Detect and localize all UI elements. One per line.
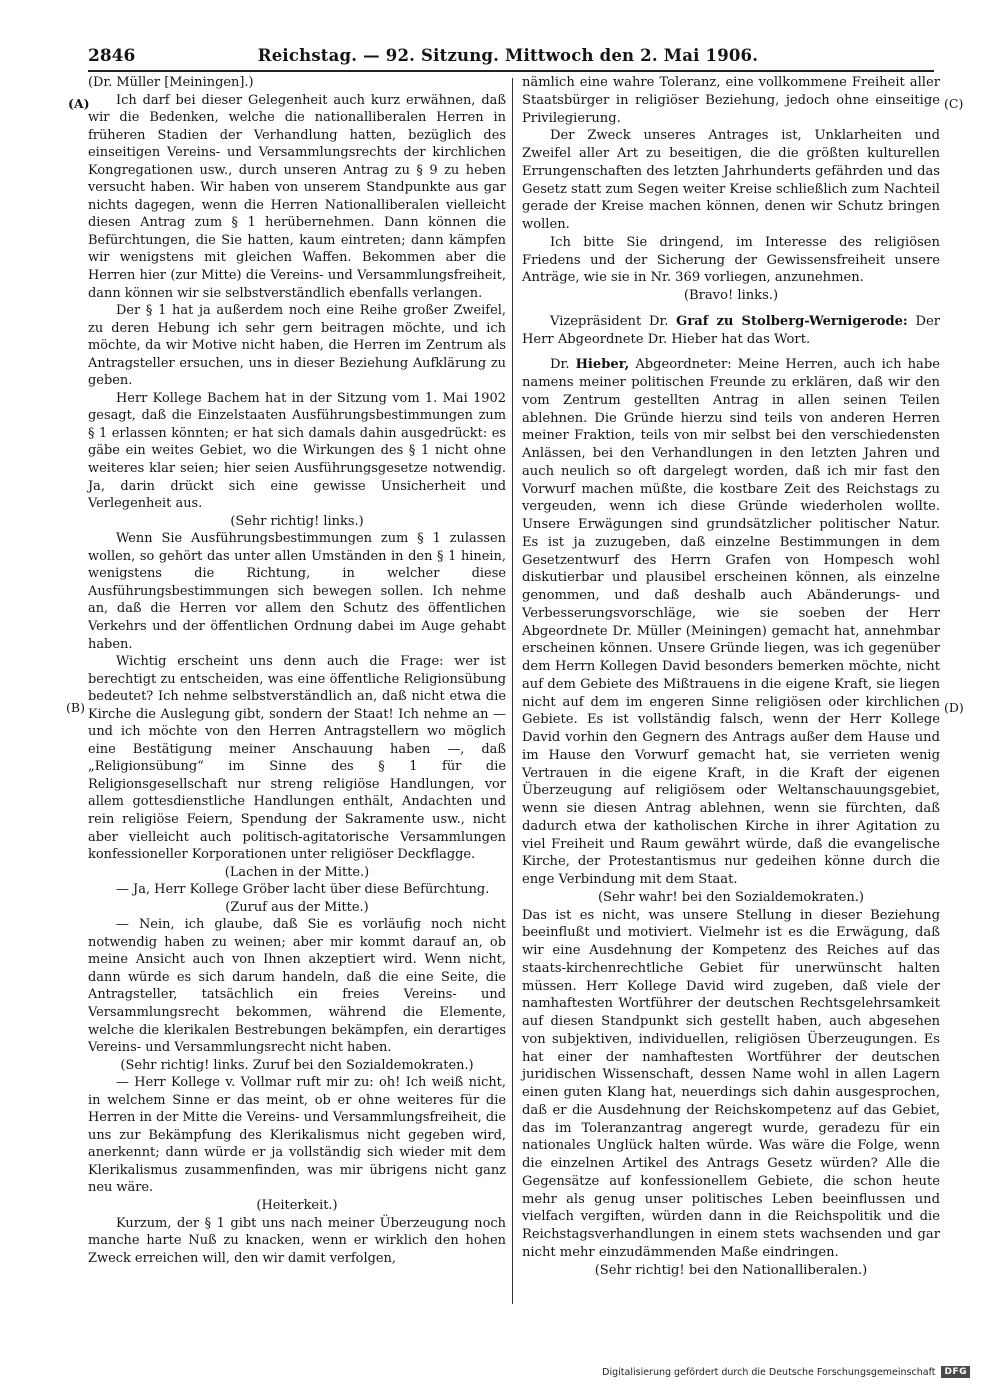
vp-text: Der Herr Abgeordnete Dr. Hieber hat das Wort. — [522, 313, 940, 347]
margin-marker-b: (B) — [66, 700, 85, 715]
interjection: (Sehr richtig! links.) — [230, 513, 364, 529]
column-divider — [512, 78, 513, 1304]
paragraph: Der Zweck unseres Antrages ist, Unklarheiten und Zweifel aller Art zu beseitigen, die die größten kulturellen Errungenschaften des letzten Jahrhunderts gefährden und das Gesetz statt zum Segen weiter Kreise schließlich zum Nachteil gerade der Kreise machen können, denen wir Schutz bringen wollen. — [522, 128, 940, 232]
interjection: (Sehr richtig! links. Zuruf bei den Sozialdemokraten.) — [120, 1057, 474, 1073]
speech-text: Meine Herren, auch ich habe namens meiner politischen Freunde zu erklären, daß wir den vom Zentrum gestellten Antrag in allen seinen Teilen ablehnen. Die Gründe hierzu sind teils von anderen Herren meiner Fraktion, teils von mir selbst bei den verschiedensten Anlässen, bei den Verhandlungen in den letzten Jahren und auch neulich so oft dargelegt worden, daß ich mir fast den Vorwurf machen müßte, die kostbare Zeit des Reichstags zu vergeuden, wenn ich diese Gründe wiederholen wollte. Unsere Erwägungen sind grundsätzlicher politischer Natur. Es ist ja zuzugeben, daß einzelne Bestimmungen in dem Gesetzentwurf des Herrn Grafen von Hompesch wohl diskutierbar und plausibel erscheinen können, als einzelne genommen, und daß deshalb auch Abänderungs- und Verbesserungsvorschläge, wie sie soeben der Herr Abgeordnete Dr. Müller (Meiningen) gemacht hat, annehmbar erscheinen können. Unsere Gründe liegen, was ich gegenüber dem Herrn Kollegen David besonders bemerken möchte, nicht auf dem Gebiete des Mißtrauens in die eigene Kraft, sie liegen nicht auf dem im engeren Sinne religiösen oder kirchlichen Gebiete. Es ist vollständig falsch, wenn der Herr Kollege David vorhin den Gegnern des Antrags außer dem Hause und im Hause den Vorwurf gemacht hat, sie verrieten wenig Vertrauen in die eigene Kraft, in die Kraft der eigenen Überzeugung auf religiösem oder Weltanschauungsgebiet, wenn sie diesen Antrag ablehnen, wenn sie fürchten, daß dadurch etwa der katholischen Kirche in ihrer Agitation zu viel Freiheit und Raum gewährt würde, daß die evangelische Kirche, der Protestantismus nur gedeihen könne durch die enge Verbindung mit dem Staat. — [522, 357, 940, 887]
page-number: 2846 — [88, 46, 136, 66]
running-title: Reichstag. — 92. Sitzung. Mittwoch den 2. Mai 1906. — [257, 46, 759, 65]
speaker-name: Hieber, — [575, 357, 630, 373]
speaker-role: Abgeordneter: — [629, 357, 738, 373]
spacer — [522, 305, 940, 313]
interjection: (Zuruf aus der Mitte.) — [225, 899, 369, 915]
paragraph: Wichtig erscheint uns denn auch die Frage: wer ist berechtigt zu entscheiden, was eine öffentliche Religionsübung bedeutet? Ich nehme selbstverständlich an, daß nicht etwa die Kirche die Auslegung gibt, sondern der Staat! Ich nehme an — und ich möchte von den Herren Antragstellern wo möglich eine Bestätigung meiner Anschauung haben —, daß „Religionsübung“ im Sinne des § 1 für die Religionsgesellschaft nur streng religiöse Handlungen, vor allem gottesdienstliche Handlungen enthält, Andachten und rein religiöse Feiern, Spendung der Sakramente usw., nicht aber vielleicht auch politisch-agitatorische Versammlungen konfessioneller Korporationen unter religiöser Deckflagge. — [88, 654, 506, 863]
speaker-paragraph — [522, 356, 940, 889]
interjection: (Sehr richtig! bei den Nationalliberalen.) — [594, 1262, 868, 1278]
presiding-speaker — [522, 313, 940, 349]
interjection: (Lachen in der Mitte.) — [224, 864, 370, 880]
paragraph: Ich bitte Sie dringend, im Interesse des religiösen Friedens und der Sicherung der Gewissensfreiheit unsere Anträge, wie sie in Nr. 369 vorliegen, anzunehmen. — [522, 234, 940, 286]
paragraph: Herr Kollege Bachem hat in der Sitzung vom 1. Mai 1902 gesagt, daß die Einzelstaaten Ausführungsbestimmungen zum § 1 erlassen könnten; er hat sich damals dahin ausgedrückt: es gäbe ein weites Gebiet, wo die Wirkungen des § 1 nicht ohne weiteres klar seien; hier seien Ausführungsgesetze notwendig. Ja, darin drückt sich eine gewisse Unsicherheit und Verlegenheit aus. — [88, 390, 506, 512]
vp-name: Graf zu Stolberg-Wernigerode: — [676, 313, 908, 329]
paragraph: Der § 1 hat ja außerdem noch eine Reihe großer Zweifel, zu deren Hebung ich sehr gern beitragen möchte, und ich möchte, da wir Motive nicht haben, die Herren im Zentrum als Antragsteller ersuchen, uns in dieser Beziehung Aufklärung zu geben. — [88, 303, 506, 389]
margin-marker-c: (C) — [944, 96, 964, 111]
speaker-title: Dr. — [550, 357, 576, 373]
paragraph: — Ja, Herr Kollege Gröber lacht über diese Befürchtung. — [116, 882, 490, 898]
interjection: (Sehr wahr! bei den Sozialdemokraten.) — [597, 889, 865, 905]
footer — [602, 1366, 970, 1378]
header-rule — [88, 70, 934, 72]
paragraph: Ich darf bei dieser Gelegenheit auch kurz erwähnen, daß wir die Bedenken, welche die nationalliberalen Herren in früheren Stadien der Verhandlung hatten, bezüglich des einseitigen Vereins- und Versammlungsrechts der kirchlichen Kongregationen usw., durch unseren Antrag zu § 9 zu heben versucht haben. Wir haben von unserem Standpunkte aus gar nichts dagegen, wenn die Herren Nationalliberalen vielleicht diesen Antrag zum § 1 herübernehmen. Dann können die Befürchtungen, die Sie hatten, kaum eintreten; dann kämpfen wir wenigstens mit gleichen Waffen. Bekommen aber die Herren hier (zur Mitte) die Vereins- und Versammlungsfreiheit, dann können wir sie selbstverständlich ebenfalls verlangen. — [88, 92, 506, 301]
page-header — [88, 44, 928, 70]
paragraph: Das ist es nicht, was unsere Stellung in dieser Beziehung beeinflußt und motiviert. Vielmehr ist es die Erwägung, daß wir eine Ausdehnung der Kompetenz des Reiches auf das staats-kirchenrechtliche Gebiet für unerwünscht halten müssen. Herr Kollege David wird zugeben, daß viele der namhaftesten Wortführer der deutschen Rechtsgelehrsamkeit auf diesen Standpunkt sich gestellt haben, auch abgesehen von subjektiven, individuellen, religiösen Überzeugungen. Es hat einer der namhaftesten Wortführer der deutschen juridischen Wissenschaft, dessen Name wohl in allen Lagern einen guten Klang hat, neuerdings sich dahin ausgesprochen, daß er die Ausdehnung der Reichskompetenz auf das Gebiet, das im Toleranzantrag angeregt wurde, geradezu für ein nationales Unglück halten würde. Was wäre die Folge, wenn die einzelnen Artikel des Antrags Gesetz würden? Alle die Gegensätze auf konfessionellem Gebiete, die schon heute mehr als genug unser politisches Leben beeinflussen und vielfach vergiften, würden dann in die Reichspolitik und die Reichstagsverhandlungen in einem stets wachsenden und gar nicht mehr einzudämmenden Maße eindringen. — [522, 907, 940, 1260]
footer-credit: Digitalisierung gefördert durch die Deutsche Forschungsgemeinschaft — [602, 1366, 936, 1378]
vp-role: Vizepräsident Dr. — [550, 313, 677, 329]
interjection: (Bravo! links.) — [683, 288, 779, 303]
interjection: (Heiterkeit.) — [256, 1198, 338, 1213]
dfg-logo: DFG — [941, 1366, 970, 1378]
paragraph: — Herr Kollege v. Vollmar ruft mir zu: oh! Ich weiß nicht, in welchem Sinne er das meint, ob er ohne weiteres für die Herren in der Mitte die Vereins- und Versammlungsfreiheit, die uns zur Bekämpfung des Klerikalismus nicht gegeben wird, anerkennt; dann würde er ja vollständig sich wieder mit dem Klerikalismus zusammenfinden, was mir übrigens nicht ganz neu wäre. — [88, 1075, 506, 1196]
spacer — [522, 348, 940, 356]
paragraph: Wenn Sie Ausführungsbestimmungen zum § 1 zulassen wollen, so gehört das unter allen Umständen in den § 1 hinein, wenigstens die Richtung, in welcher diese Ausführungsbestimmungen sich bewegen sollen. Ich nehme an, daß die Herren vor allem den Schutz des öffentlichen Verkehrs und der öffentlichen Ordnung dabei im Auge gehabt haben. — [88, 531, 506, 652]
paragraph: nämlich eine wahre Toleranz, eine vollkommene Freiheit aller Staatsbürger in religiöser Beziehung, jedoch ohne einseitige Privilegierung. — [522, 75, 940, 126]
right-column — [522, 74, 940, 1279]
paragraph: — Nein, ich glaube, daß Sie es vorläufig noch nicht notwendig haben zu weinen; aber mir kommt darauf an, ob meine Ansicht auch von Ihnen akzeptiert wird. Wenn nicht, dann würde es sich darum handeln, daß die eine Seite, die Antragsteller, tatsächlich ein freies Vereins- und Versammlungsrecht bekommen, während die Elemente, welche die klerikalen Bestrebungen bekämpfen, ein derartiges Vereins- und Versammlungsrecht nicht haben. — [88, 917, 506, 1056]
margin-marker-d: (D) — [944, 700, 964, 715]
margin-marker-a: (A) — [68, 96, 90, 111]
left-column — [88, 74, 506, 1267]
speaker-note: (Dr. Müller [Meiningen].) — [88, 75, 254, 90]
paragraph: Kurzum, der § 1 gibt uns nach meiner Überzeugung noch manche harte Nuß zu knacken, wenn er wirklich den hohen Zweck erreichen will, den wir damit verfolgen, — [88, 1215, 506, 1266]
